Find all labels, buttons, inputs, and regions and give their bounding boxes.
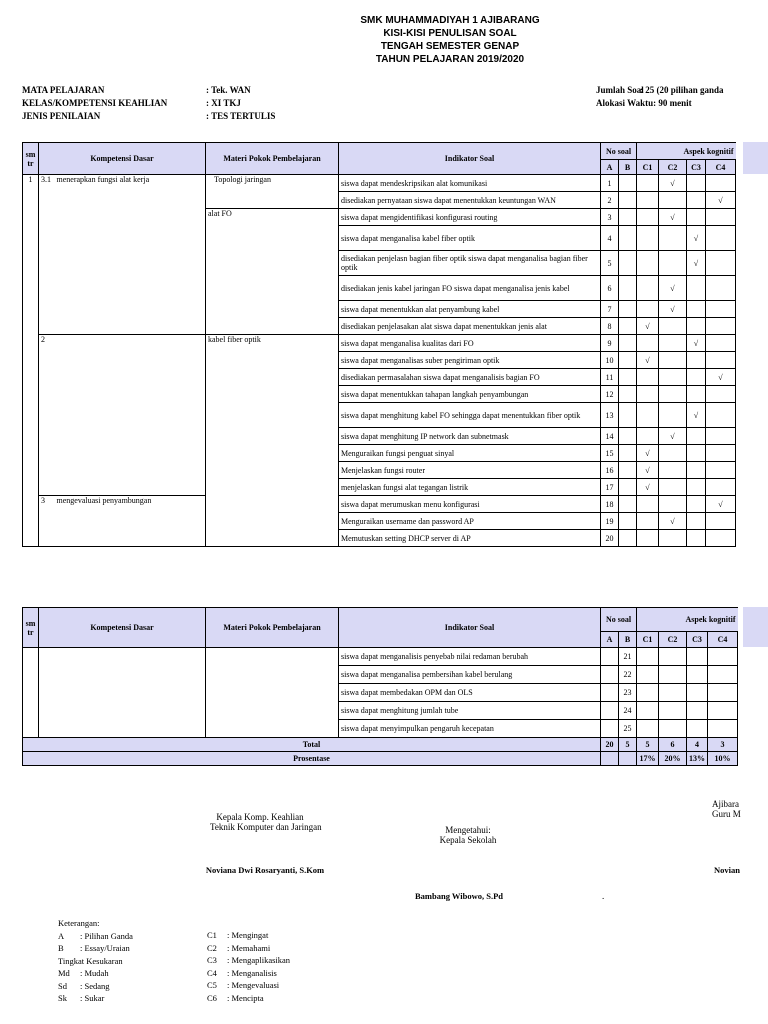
indikator-cell: disediakan penjelasakan alat siswa dapat menentukkan jenis alat xyxy=(339,318,601,335)
no-soal-b xyxy=(619,479,637,496)
table-row xyxy=(23,648,738,666)
no-soal-a: 16 xyxy=(601,462,619,479)
indikator-cell: Menguraikan username dan password AP xyxy=(339,513,601,530)
no-soal-b xyxy=(619,462,637,479)
legend-value: : Mudah xyxy=(80,968,109,978)
aspek-c3-cell xyxy=(687,530,706,547)
signature-mid-note: Mengetahui: xyxy=(445,825,491,835)
indikator-cell: siswa dapat menganalisa kualitas dari FO xyxy=(339,335,601,352)
legend-key: Tingkat Kesukaran xyxy=(58,955,123,966)
no-soal-a: 10 xyxy=(601,352,619,369)
no-soal-b xyxy=(619,301,637,318)
signature-dot: . xyxy=(602,891,605,901)
total-c4: 3 xyxy=(708,738,738,752)
legend-key: C6 xyxy=(207,992,217,1003)
kd-text: menerapkan fungsi alat kerja xyxy=(55,175,206,335)
indikator-cell: siswa dapat menghitung jumlah tube xyxy=(339,702,601,720)
indikator-cell: siswa dapat menghitung kabel FO sehingga dapat menentukkan fiber optik xyxy=(339,403,601,428)
aspek-c2-cell xyxy=(659,445,687,462)
info-value: : 25 (20 pilihan ganda xyxy=(640,85,724,95)
materi-cell: alat FO xyxy=(206,209,339,335)
aspek-c4-cell xyxy=(706,301,736,318)
table-row xyxy=(23,175,736,192)
aspek-c1-cell xyxy=(637,496,659,513)
indikator-cell: siswa dapat menganalisas suber pengiriman optik xyxy=(339,352,601,369)
kisi-table-2 xyxy=(22,607,738,766)
aspek-c3-cell xyxy=(687,175,706,192)
indikator-cell: Memutuskan setting DHCP server di AP xyxy=(339,530,601,547)
col-c2: C2 xyxy=(659,632,687,648)
legend-key: C2 xyxy=(207,942,217,953)
legend-key: B xyxy=(58,943,64,953)
aspek-c1-cell xyxy=(637,251,659,276)
total-c1: 5 xyxy=(637,738,659,752)
aspek-c3-cell xyxy=(687,192,706,209)
aspek-c3-cell xyxy=(687,301,706,318)
indikator-cell: siswa dapat menganalisis penyebab nilai redaman berubah xyxy=(339,648,601,666)
aspek-c3-cell: √ xyxy=(687,226,706,251)
col-c4: C4 xyxy=(706,160,736,175)
no-soal-b: 25 xyxy=(619,720,637,738)
aspek-c3-cell xyxy=(687,496,706,513)
legend-item xyxy=(207,992,290,1005)
aspek-c1-cell xyxy=(637,276,659,301)
no-soal-a: 17 xyxy=(601,479,619,496)
col-indikator: Indikator Soal xyxy=(339,608,601,648)
indikator-cell: disediakan pernyataan siswa dapat menentukkan keuntungan WAN xyxy=(339,192,601,209)
legend-key: C4 xyxy=(207,967,217,978)
aspek-c4-cell xyxy=(706,276,736,301)
no-soal-b: 23 xyxy=(619,684,637,702)
aspek-c1-cell xyxy=(637,226,659,251)
no-soal-b xyxy=(619,352,637,369)
signature-left-name: Noviana Dwi Rosaryanti, S.Kom xyxy=(205,865,325,875)
col-c2: C2 xyxy=(659,160,687,175)
col-c3: C3 xyxy=(687,160,706,175)
info-value: : Tek. WAN xyxy=(206,85,251,95)
col-c3: C3 xyxy=(687,632,708,648)
indikator-cell: disediakan penjelasn bagian fiber optik siswa dapat menganalisa bagian fiber optik xyxy=(339,251,601,276)
legend-item xyxy=(58,967,133,980)
aspek-c2-cell: √ xyxy=(659,513,687,530)
aspek-c4-cell xyxy=(706,479,736,496)
info-label: JENIS PENILAIAN xyxy=(22,111,101,121)
legend-value: : Memahami xyxy=(227,942,271,953)
col-a: A xyxy=(601,632,619,648)
info-value: : TES TERTULIS xyxy=(206,111,276,121)
no-soal-b xyxy=(619,386,637,403)
aspek-c1-cell xyxy=(637,175,659,192)
no-soal-a: 4 xyxy=(601,226,619,251)
legend-item xyxy=(207,954,290,967)
no-soal-b xyxy=(619,251,637,276)
no-soal-a: 11 xyxy=(601,369,619,386)
info-label: KELAS/KOMPETENSI KEAHLIAN xyxy=(22,98,168,108)
indikator-cell: siswa dapat membedakan OPM dan OLS xyxy=(339,684,601,702)
signature-mid-role: Kepala Sekolah xyxy=(439,835,497,845)
materi-cell: kabel fiber optik xyxy=(206,335,339,547)
no-soal-a: 6 xyxy=(601,276,619,301)
no-soal-b xyxy=(619,369,637,386)
no-soal-a: 20 xyxy=(601,530,619,547)
indikator-cell: siswa dapat merumuskan menu konfigurasi xyxy=(339,496,601,513)
aspek-c2-cell xyxy=(659,369,687,386)
legend-key: A xyxy=(58,930,65,941)
indikator-cell: disediakan jenis kabel jaringan FO siswa dapat menganalisa jenis kabel xyxy=(339,276,601,301)
materi-cell: Topologi jaringan xyxy=(206,175,339,209)
percent-c3: 13% xyxy=(687,752,708,766)
info-value: : 90 menit xyxy=(653,98,692,108)
signature-right-title xyxy=(712,799,768,819)
col-b: B xyxy=(619,160,637,175)
aspek-c3-cell xyxy=(687,513,706,530)
signature-mid-title xyxy=(418,825,518,845)
no-soal-b xyxy=(619,276,637,301)
percent-c4: 10% xyxy=(708,752,738,766)
legend-key: C5 xyxy=(207,980,217,990)
legend-value: : Essay/Uraian xyxy=(80,943,130,953)
legend-key: Sd xyxy=(58,980,67,991)
percent-label: Prosentase xyxy=(23,752,601,766)
aspek-c3-cell: √ xyxy=(687,403,706,428)
legend-item xyxy=(58,955,133,968)
indikator-cell: Menguraikan fungsi penguat sinyal xyxy=(339,445,601,462)
kd-text xyxy=(55,335,206,496)
col-no-soal: No soal xyxy=(601,143,637,160)
aspek-c3-cell xyxy=(687,479,706,496)
no-soal-b: 21 xyxy=(619,648,637,666)
aspek-c1-cell xyxy=(637,369,659,386)
aspek-c4-cell xyxy=(706,530,736,547)
no-soal-a: 2 xyxy=(601,192,619,209)
col-kompetensi-dasar: Kompetensi Dasar xyxy=(39,143,206,175)
info-right xyxy=(596,84,768,110)
no-soal-b xyxy=(619,530,637,547)
legend-item xyxy=(58,992,133,1005)
legend-title: Keterangan: xyxy=(58,918,100,928)
legend-value: : Mengevaluasi xyxy=(227,980,280,990)
aspek-c4-cell xyxy=(706,209,736,226)
col-smtr: sm tr xyxy=(23,143,39,175)
no-soal-b xyxy=(619,428,637,445)
indikator-cell: siswa dapat menganalisa pembersihan kabel berulang xyxy=(339,666,601,684)
aspek-c4-cell xyxy=(706,462,736,479)
aspek-c1-cell: √ xyxy=(637,318,659,335)
aspek-c4-cell xyxy=(706,352,736,369)
no-soal-a: 8 xyxy=(601,318,619,335)
no-soal-a: 15 xyxy=(601,445,619,462)
exam-name: TENGAH SEMESTER GENAP xyxy=(380,41,520,52)
aspek-c4-cell: √ xyxy=(706,192,736,209)
aspek-c4-cell xyxy=(706,513,736,530)
aspek-c3-cell xyxy=(687,462,706,479)
aspek-c2-cell xyxy=(659,192,687,209)
aspek-c2-cell: √ xyxy=(659,175,687,192)
total-c2: 6 xyxy=(659,738,687,752)
aspek-c3-cell: √ xyxy=(687,251,706,276)
aspek-c1-cell: √ xyxy=(637,462,659,479)
row-number: 1 xyxy=(23,175,39,547)
col-aspek-kognitif: Aspek kognitif xyxy=(637,608,738,632)
indikator-cell: siswa dapat mengidentifikasi konfigurasi routing xyxy=(339,209,601,226)
aspek-c3-cell xyxy=(687,445,706,462)
no-soal-b xyxy=(619,335,637,352)
aspek-c3-cell xyxy=(687,369,706,386)
info-label: Jumlah Soal xyxy=(596,85,644,95)
legend-item xyxy=(207,929,290,942)
aspek-c1-cell xyxy=(637,513,659,530)
aspek-c3-cell xyxy=(687,386,706,403)
total-a: 20 xyxy=(601,738,619,752)
aspek-c1-cell xyxy=(637,428,659,445)
total-c3: 4 xyxy=(687,738,708,752)
aspek-c4-cell: √ xyxy=(706,496,736,513)
total-label: Total xyxy=(23,738,601,752)
document-header xyxy=(0,14,768,66)
total-row xyxy=(23,738,738,752)
signature-right-name: Novian xyxy=(714,865,740,875)
no-soal-b xyxy=(619,513,637,530)
legend-item xyxy=(207,979,290,992)
academic-year: TAHUN PELAJARAN 2019/2020 xyxy=(375,54,525,65)
legend-value: : Sedang xyxy=(80,980,110,991)
aspek-c3-cell xyxy=(687,276,706,301)
no-soal-a: 1 xyxy=(601,175,619,192)
indikator-cell: Menjelaskan fungsi router xyxy=(339,462,601,479)
aspek-c2-cell: √ xyxy=(659,209,687,226)
aspek-c1-cell xyxy=(637,209,659,226)
col-c1: C1 xyxy=(637,632,659,648)
no-soal-b xyxy=(619,496,637,513)
table-row xyxy=(23,335,736,352)
school-name: SMK MUHAMMADIYAH 1 AJIBARANG xyxy=(360,15,540,26)
aspek-c4-cell xyxy=(706,335,736,352)
kd-text: mengevaluasi penyambungan xyxy=(55,496,206,547)
legend-key: Sk xyxy=(58,993,67,1003)
indikator-cell: siswa dapat menganalisa kabel fiber optik xyxy=(339,226,601,251)
col-materi: Materi Pokok Pembelajaran xyxy=(206,143,339,175)
document-title: KISI-KISI PENULISAN SOAL xyxy=(383,28,517,39)
no-soal-b xyxy=(619,445,637,462)
aspek-c1-cell xyxy=(637,301,659,318)
no-soal-b: 22 xyxy=(619,666,637,684)
legend-key: C1 xyxy=(207,930,217,940)
info-label: Alokasi Waktu xyxy=(596,98,654,108)
legend xyxy=(58,917,133,1005)
aspek-c2-cell: √ xyxy=(659,301,687,318)
col-kompetensi-dasar: Kompetensi Dasar xyxy=(39,608,206,648)
aspek-c3-cell: √ xyxy=(687,335,706,352)
col-a: A xyxy=(601,160,619,175)
no-soal-a: 13 xyxy=(601,403,619,428)
no-soal-a: 14 xyxy=(601,428,619,445)
aspek-c1-cell xyxy=(637,530,659,547)
aspek-c1-cell xyxy=(637,403,659,428)
legend-item xyxy=(58,980,133,993)
aspek-c2-cell xyxy=(659,335,687,352)
aspek-c2-cell xyxy=(659,496,687,513)
kd-number: 3.1 xyxy=(39,175,55,335)
aspek-c4-cell xyxy=(706,428,736,445)
no-soal-b xyxy=(619,226,637,251)
no-soal-a: 7 xyxy=(601,301,619,318)
signature-left-dept: Teknik Komputer dan Jaringan xyxy=(210,822,322,832)
aspek-c4-cell: √ xyxy=(706,369,736,386)
no-soal-a: 9 xyxy=(601,335,619,352)
legend-value: : Mengaplikasikan xyxy=(227,955,291,965)
aspek-c1-cell xyxy=(637,192,659,209)
legend-value: : Sukar xyxy=(80,993,105,1003)
legend-key: Md xyxy=(58,968,70,978)
legend-value: : Mengingat xyxy=(227,930,269,940)
no-soal-b xyxy=(619,209,637,226)
indikator-cell: siswa dapat menghitung IP network dan subnetmask xyxy=(339,428,601,445)
aspek-c2-cell xyxy=(659,226,687,251)
no-soal-b: 24 xyxy=(619,702,637,720)
indikator-cell: siswa dapat menyimpulkan pengaruh kecepatan xyxy=(339,720,601,738)
aspek-c2-cell xyxy=(659,462,687,479)
col-no-soal: No soal xyxy=(601,608,637,632)
indikator-cell: siswa dapat mendeskripsikan alat komunikasi xyxy=(339,175,601,192)
no-soal-a: 18 xyxy=(601,496,619,513)
no-soal-b xyxy=(619,403,637,428)
col-materi: Materi Pokok Pembelajaran xyxy=(206,608,339,648)
aspek-c2-cell xyxy=(659,352,687,369)
no-soal-b xyxy=(619,318,637,335)
col-b: B xyxy=(619,632,637,648)
kd-number: 2 xyxy=(39,335,55,496)
info-left xyxy=(22,84,275,123)
no-soal-a: 12 xyxy=(601,386,619,403)
signature-left-role: Kepala Komp. Keahlian xyxy=(216,812,304,822)
aspek-c1-cell: √ xyxy=(637,479,659,496)
col-c1: C1 xyxy=(637,160,659,175)
aspek-c4-cell xyxy=(706,386,736,403)
header-band-extension xyxy=(743,607,768,647)
aspek-c2-cell: √ xyxy=(659,276,687,301)
table-row xyxy=(23,496,736,513)
aspek-c3-cell xyxy=(687,428,706,445)
percent-c2: 20% xyxy=(659,752,687,766)
aspek-c2-cell: √ xyxy=(659,428,687,445)
aspek-c3-cell xyxy=(687,352,706,369)
percent-c1: 17% xyxy=(637,752,659,766)
legend-cognitive xyxy=(207,929,290,1004)
legend-item xyxy=(207,942,290,955)
aspek-c4-cell xyxy=(706,445,736,462)
col-aspek-kognitif: Aspek kognitif xyxy=(637,143,736,160)
col-smtr: sm tr xyxy=(23,608,39,648)
aspek-c3-cell xyxy=(687,318,706,335)
aspek-c2-cell xyxy=(659,251,687,276)
indikator-cell: siswa dapat menentukkan alat penyambung kabel xyxy=(339,301,601,318)
indikator-cell: siswa dapat menentukkan tahapan langkah penyambungan xyxy=(339,386,601,403)
aspek-c2-cell xyxy=(659,403,687,428)
aspek-c1-cell xyxy=(637,386,659,403)
no-soal-a: 5 xyxy=(601,251,619,276)
legend-value: : Menganalisis xyxy=(227,967,277,978)
aspek-c4-cell xyxy=(706,251,736,276)
legend-key: C3 xyxy=(207,955,217,965)
aspek-c4-cell xyxy=(706,403,736,428)
col-c4: C4 xyxy=(708,632,738,648)
aspek-c3-cell xyxy=(687,209,706,226)
signature-mid-name: Bambang Wibowo, S.Pd xyxy=(414,891,504,901)
signature-right-place: Ajibara xyxy=(712,799,739,809)
aspek-c2-cell xyxy=(659,318,687,335)
kd-number: 3 xyxy=(39,496,55,547)
no-soal-b xyxy=(619,175,637,192)
total-b: 5 xyxy=(619,738,637,752)
aspek-c1-cell xyxy=(637,335,659,352)
indikator-cell: disediakan permasalahan siswa dapat menganalisis bagian FO xyxy=(339,369,601,386)
kisi-table-1 xyxy=(22,142,736,547)
aspek-c1-cell: √ xyxy=(637,445,659,462)
no-soal-a: 3 xyxy=(601,209,619,226)
legend-item xyxy=(58,930,133,943)
info-value: : XI TKJ xyxy=(206,98,241,108)
aspek-c2-cell xyxy=(659,530,687,547)
header-band-extension xyxy=(743,142,768,174)
no-soal-a: 19 xyxy=(601,513,619,530)
legend-value: : Pilihan Ganda xyxy=(80,930,133,941)
aspek-c4-cell xyxy=(706,175,736,192)
col-indikator: Indikator Soal xyxy=(339,143,601,175)
signature-left-title xyxy=(210,812,322,832)
aspek-c2-cell xyxy=(659,386,687,403)
aspek-c4-cell xyxy=(706,318,736,335)
legend-item xyxy=(207,967,290,980)
aspek-c2-cell xyxy=(659,479,687,496)
legend-item xyxy=(58,942,133,955)
legend-value: : Mencipta xyxy=(227,992,264,1003)
indikator-cell: menjelaskan fungsi alat tegangan listrik xyxy=(339,479,601,496)
info-label: MATA PELAJARAN xyxy=(22,85,105,95)
aspek-c1-cell: √ xyxy=(637,352,659,369)
signature-right-role: Guru M xyxy=(712,809,741,819)
no-soal-b xyxy=(619,192,637,209)
percent-row xyxy=(23,752,738,766)
aspek-c4-cell xyxy=(706,226,736,251)
